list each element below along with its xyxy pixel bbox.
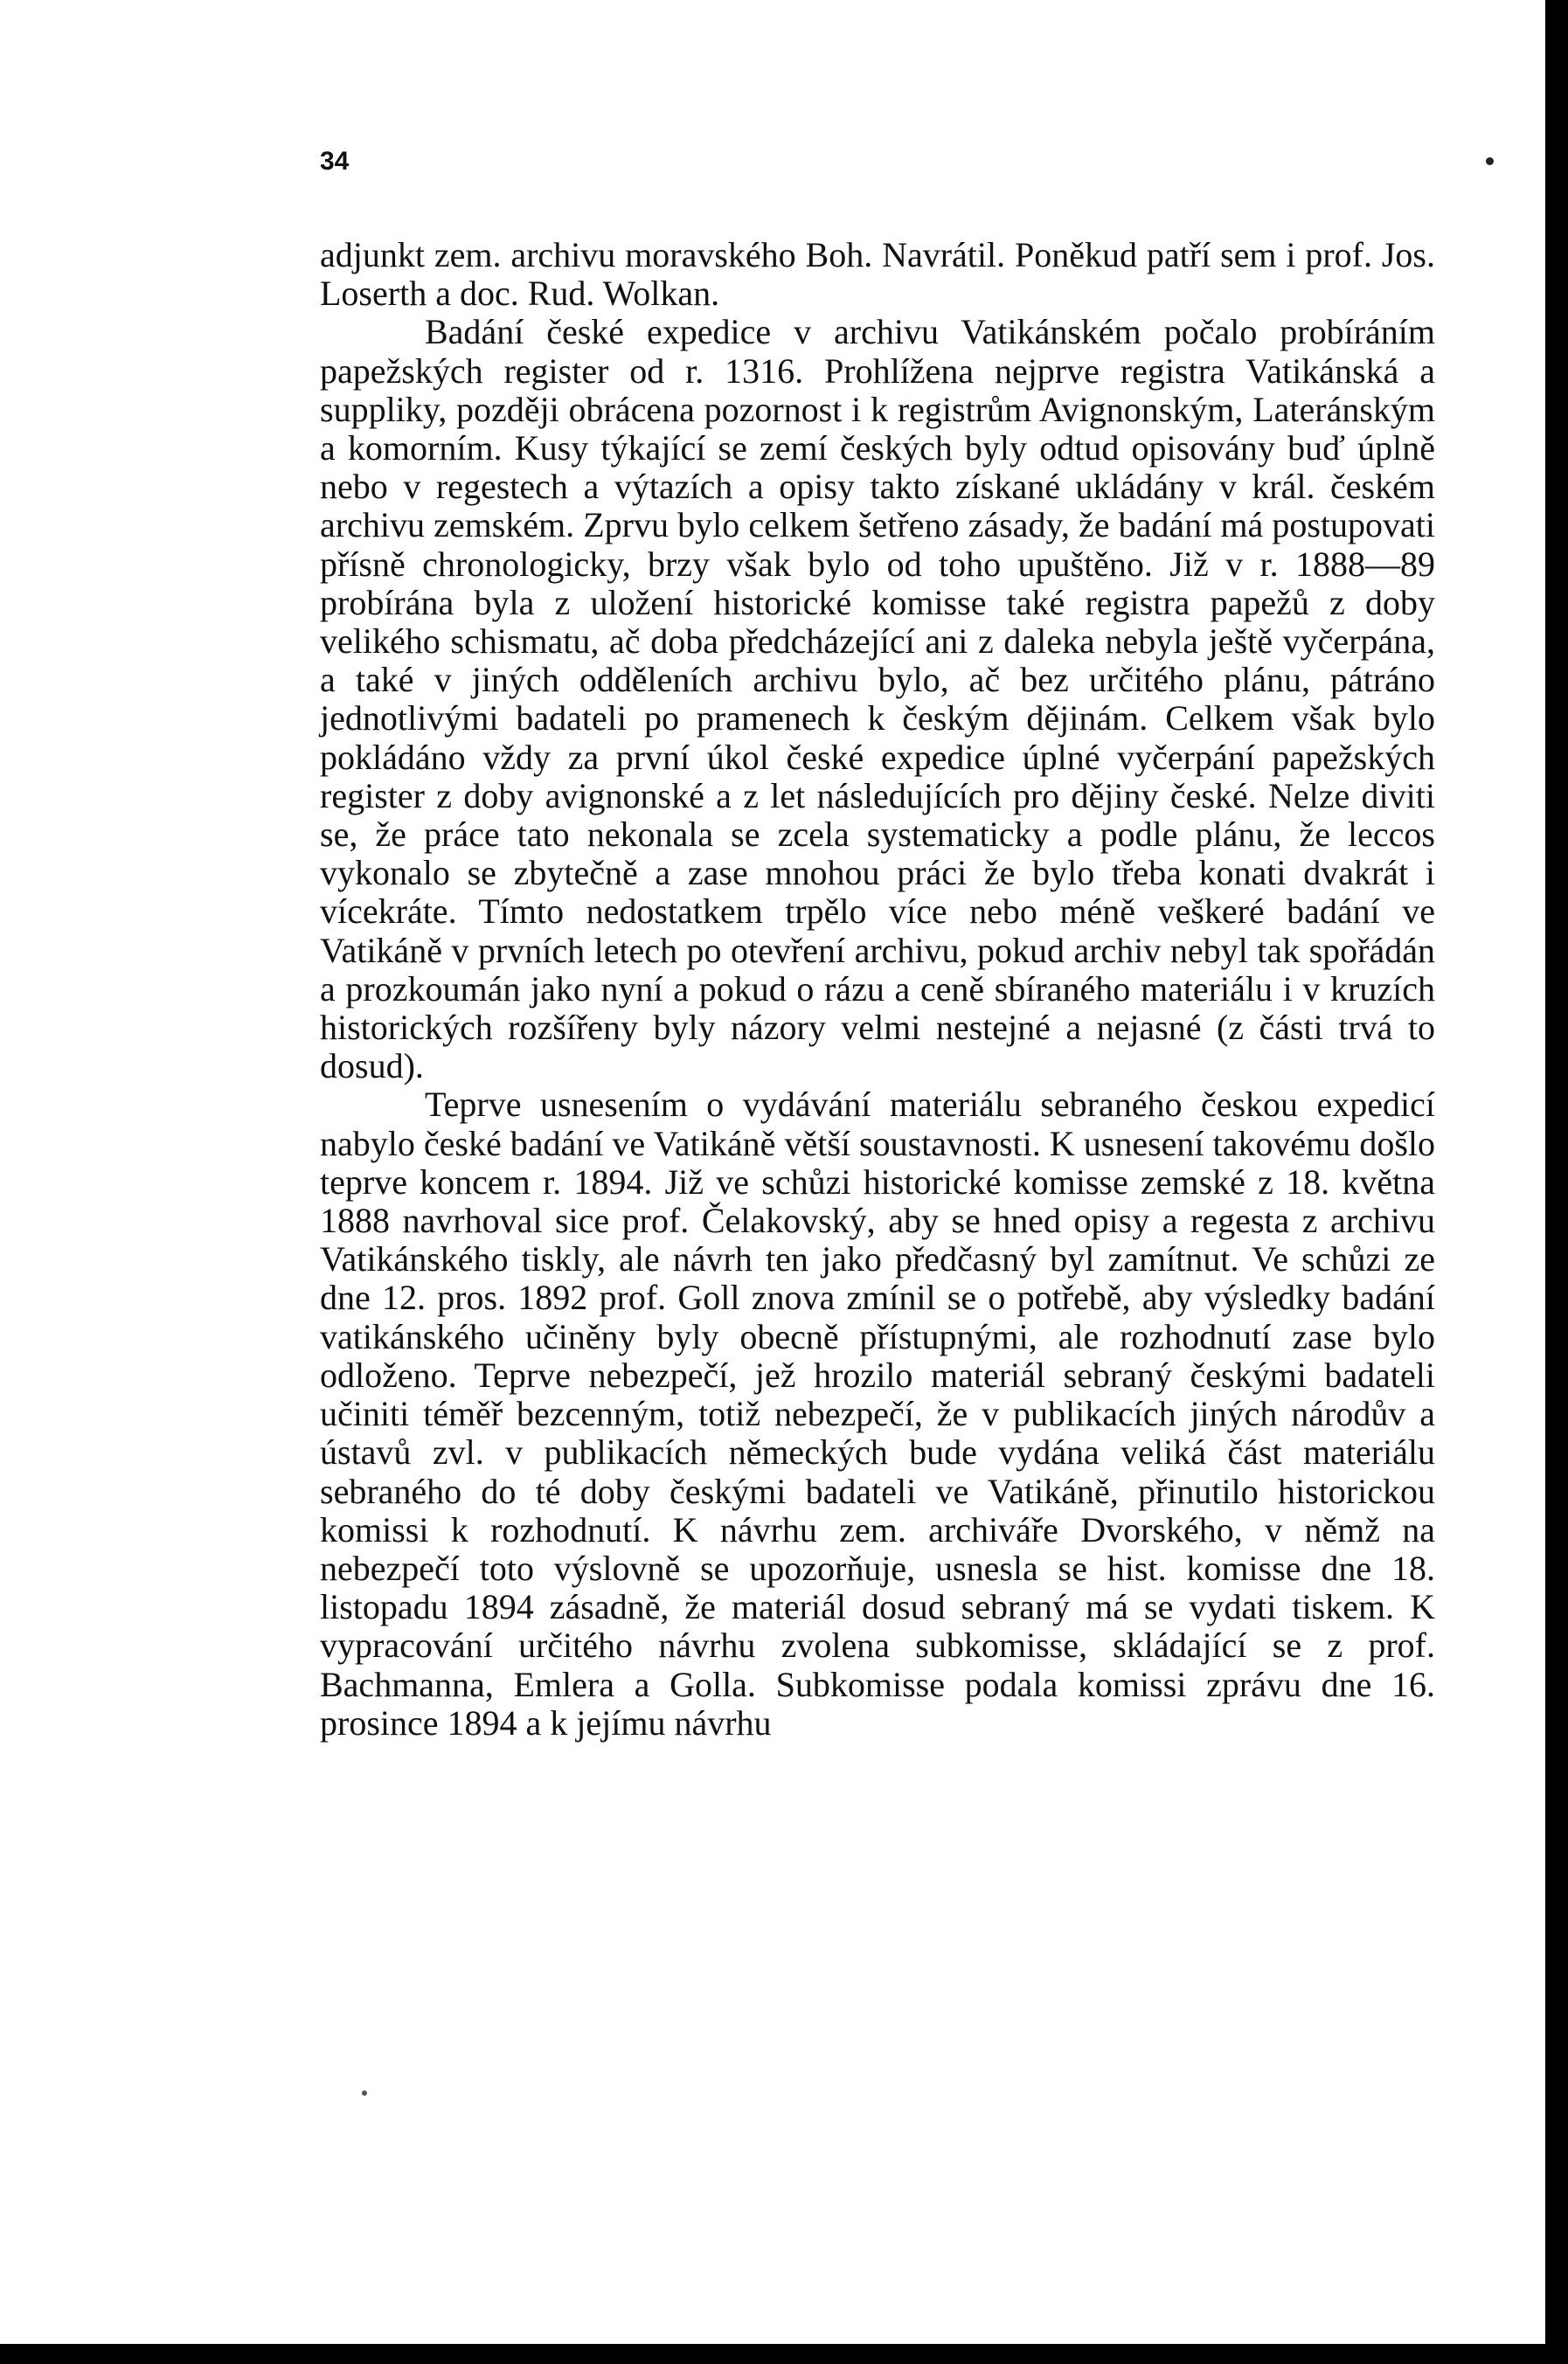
paragraph-expedition-research: Badání české expedice v archivu Vatikánském počalo probíráním papežských register od r. 1316. Prohlížena nejprve registra Vatikánská a suppliky, později obrácena pozornost i k registrům Avignonským, Lateránským a komorním. Kusy týkající se zemí českých byly odtud opisovány buď úplně nebo v regestech a výtazích a opisy takto získané ukládány v král. českém archivu zemském. Zprvu bylo celkem šetřeno zásady, že badání má postupovati přísně chronologicky, brzy však bylo od toho upuštěno. Již v r. 1888—89 probírána byla z uložení historické komisse také registra papežů z doby velikého schismatu, ač doba předcházející ani z daleka nebyla ještě vyčerpána, a také v jiných odděleních archivu bylo, ač bez určitého plánu, pátráno jednotlivými badateli po pramenech k českým dějinám. Celkem však bylo pokládáno vždy za první úkol české expedice úplné vyčerpání papežských register z doby avignonské a z let následujících pro dějiny české. Nelze diviti se, že práce tato nekonala se zcela systematicky a podle plánu, že leccos vykonalo se zbytečně a zase mnohou práci že bylo třeba konati dvakrát i vícekráte. Tímto nedostatkem trpělo více nebo méně veškeré badání ve Vatikáně v prvních letech po otevření archivu, pokud archiv nebyl tak spořádán a prozkoumán jako nyní a pokud o rázu a ceně sbíraného materiálu i v kruzích historických rozšířeny byly názory velmi nestejné a nejasné (z části trvá to dosud). (320, 312, 1435, 1086)
page-number: 34 (320, 147, 350, 176)
paragraph-publication-resolution: Teprve usnesením o vydávání materiálu sebraného českou expedicí nabylo české badání ve Vatikáně větší soustavnosti. K usnesení takovému došlo teprve koncem r. 1894. Již ve schůzi historické komisse zemské z 18. května 1888 navrhoval sice prof. Čelakovský, aby se hned opisy a regesta z archivu Vatikánského tiskly, ale návrh ten jako předčasný byl zamítnut. Ve schůzi ze dne 12. pros. 1892 prof. Goll znova zmínil se o potřebě, aby výsledky badání vatikánského učiněny byly obecně přístupnými, ale rozhodnutí zase bylo odloženo. Teprve nebezpečí, jež hrozilo materiál sebraný českými badateli učiniti téměř bezcenným, totiž nebezpečí, že v publikacích jiných národův a ústavů zvl. v publikacích německých bude vydána veliká část materiálu sebraného do té doby českými badateli ve Vatikáně, přinutilo historickou komissi k rozhodnutí. K návrhu zem. archiváře Dvorského, v němž na nebezpečí toto výslovně se upozorňuje, usnesla se hist. komisse dne 18. listopadu 1894 zásadně, že materiál dosud sebraný má se vydati tiskem. K vypracování určitého návrhu zvolena subkomisse, skládající se z prof. Bachmanna, Emlera a Golla. Subkomisse podala komissi zprávu dne 16. prosince 1894 a k jejímu návrhu (320, 1085, 1435, 1743)
margin-mark (1486, 157, 1494, 165)
margin-speck (362, 2090, 367, 2096)
body-text (320, 236, 1435, 1743)
paragraph-continuation: adjunkt zem. archivu moravského Boh. Navrátil. Poněkud patří sem i prof. Jos. Loserth a doc. Rud. Wolkan. (320, 235, 1435, 314)
